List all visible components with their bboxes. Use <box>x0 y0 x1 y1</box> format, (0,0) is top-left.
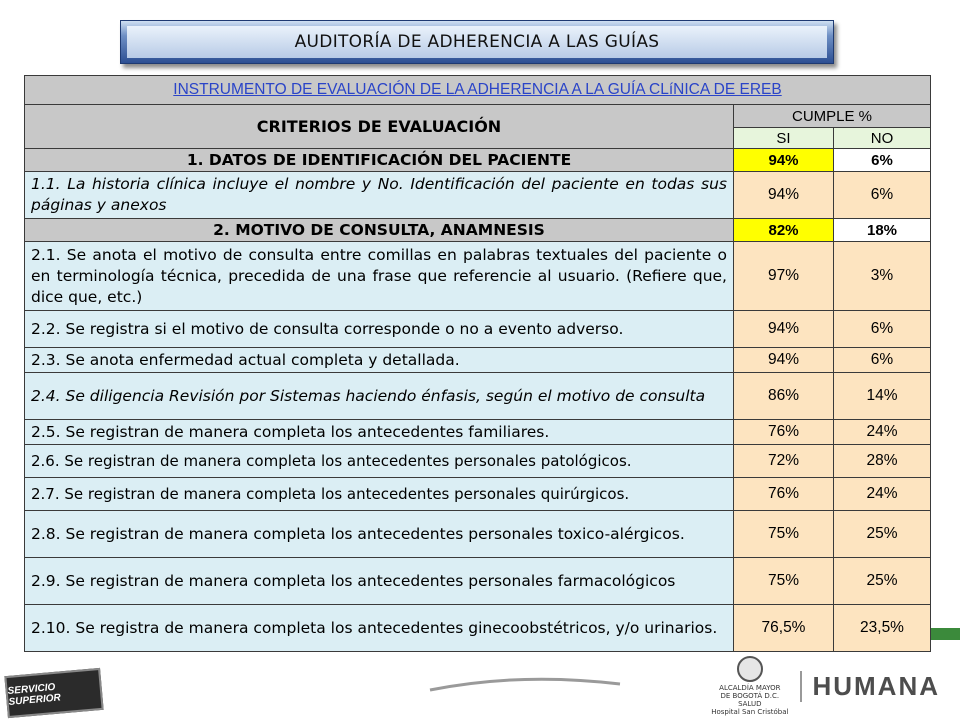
alcaldia-line: SALUD <box>738 700 762 708</box>
humana-logo: HUMANA <box>800 671 940 702</box>
criterion-row <box>25 478 931 511</box>
servicio-superior-stamp <box>4 668 103 718</box>
criterion-label: 2.6. Se registran de manera completa los antecedentes personales patológicos. <box>25 445 734 478</box>
criterion-row <box>25 445 931 478</box>
criterion-label: 1.1. La historia clínica incluye el nombre y No. Identificación del paciente en todas sus páginas y anexos <box>25 172 734 219</box>
si-value: 75% <box>734 558 834 605</box>
slide-title: AUDITORÍA DE ADHERENCIA A LAS GUÍAS <box>294 32 660 52</box>
no-value: 25% <box>834 558 931 605</box>
criterion-row <box>25 373 931 420</box>
si-header: SI <box>734 128 834 149</box>
criterion-row <box>25 172 931 219</box>
no-value: 28% <box>834 445 931 478</box>
si-value: 75% <box>734 511 834 558</box>
no-value: 25% <box>834 511 931 558</box>
instrument-title-row <box>25 76 931 105</box>
section-row-identificacion <box>25 149 931 172</box>
no-header: NO <box>834 128 931 149</box>
criterion-label: 2.4. Se diligencia Revisión por Sistemas haciendo énfasis, según el motivo de consulta <box>25 373 734 420</box>
no-value: 24% <box>834 420 931 445</box>
criterion-row <box>25 605 931 652</box>
slide-title-banner <box>120 20 834 64</box>
criterion-label: 2.1. Se anota el motivo de consulta entre comillas en palabras textuales del paciente o en terminología técnica, precedida de una frase que referencie al usuario. (Refiere que, dice que, etc.) <box>25 242 734 311</box>
cumple-header: CUMPLE % <box>734 105 931 128</box>
criterion-label: 2.2. Se registra si el motivo de consulta corresponde o no a evento adverso. <box>25 311 734 348</box>
criterion-label: 2.9. Se registran de manera completa los antecedentes personales farmacológicos <box>25 558 734 605</box>
criterion-row <box>25 420 931 445</box>
section-label: 2. MOTIVO DE CONSULTA, ANAMNESIS <box>25 219 734 242</box>
criterion-label: 2.8. Se registran de manera completa los antecedentes personales toxico-alérgicos. <box>25 511 734 558</box>
si-value: 76,5% <box>734 605 834 652</box>
si-value: 97% <box>734 242 834 311</box>
criterion-row <box>25 558 931 605</box>
criteria-header: CRITERIOS DE EVALUACIÓN <box>25 105 734 149</box>
no-value: 24% <box>834 478 931 511</box>
si-value: 76% <box>734 420 834 445</box>
si-value: 82% <box>734 219 834 242</box>
si-value: 94% <box>734 149 834 172</box>
si-value: 94% <box>734 348 834 373</box>
no-value: 6% <box>834 348 931 373</box>
no-value: 6% <box>834 149 931 172</box>
section-row-motivo-consulta <box>25 219 931 242</box>
criterion-row <box>25 242 931 311</box>
no-value: 6% <box>834 172 931 219</box>
no-value: 14% <box>834 373 931 420</box>
si-value: 72% <box>734 445 834 478</box>
alcaldia-line: ALCALDÍA MAYOR <box>719 684 781 692</box>
criterion-row <box>25 511 931 558</box>
criterion-row <box>25 348 931 373</box>
audit-table <box>24 75 931 652</box>
no-value: 18% <box>834 219 931 242</box>
no-value: 6% <box>834 311 931 348</box>
instrument-title-link[interactable]: INSTRUMENTO DE EVALUACIÓN DE LA ADHERENCIA A LA GUÍA CLíNICA DE EREB <box>25 76 931 105</box>
criterion-row <box>25 311 931 348</box>
no-value: 23,5% <box>834 605 931 652</box>
bogota-seal-icon <box>737 656 763 682</box>
no-value: 3% <box>834 242 931 311</box>
criterion-label: 2.7. Se registran de manera completa los antecedentes personales quirúrgicos. <box>25 478 734 511</box>
section-label: 1. DATOS DE IDENTIFICACIÓN DEL PACIENTE <box>25 149 734 172</box>
alcaldia-line: DE BOGOTÁ D.C. <box>720 692 780 700</box>
footer-logos <box>711 656 940 716</box>
alcaldia-logo <box>711 656 788 716</box>
criteria-header-row <box>25 105 931 128</box>
criterion-label: 2.10. Se registra de manera completa los antecedentes ginecoobstétricos, y/o urinarios. <box>25 605 734 652</box>
si-value: 94% <box>734 172 834 219</box>
si-value: 94% <box>734 311 834 348</box>
criterion-label: 2.3. Se anota enfermedad actual completa y detallada. <box>25 348 734 373</box>
alcaldia-line: Hospital San Cristóbal <box>711 708 789 716</box>
criterion-label: 2.5. Se registran de manera completa los antecedentes familiares. <box>25 420 734 445</box>
si-value: 86% <box>734 373 834 420</box>
stamp-text: SERVICIO SUPERIOR <box>7 681 62 708</box>
si-value: 76% <box>734 478 834 511</box>
